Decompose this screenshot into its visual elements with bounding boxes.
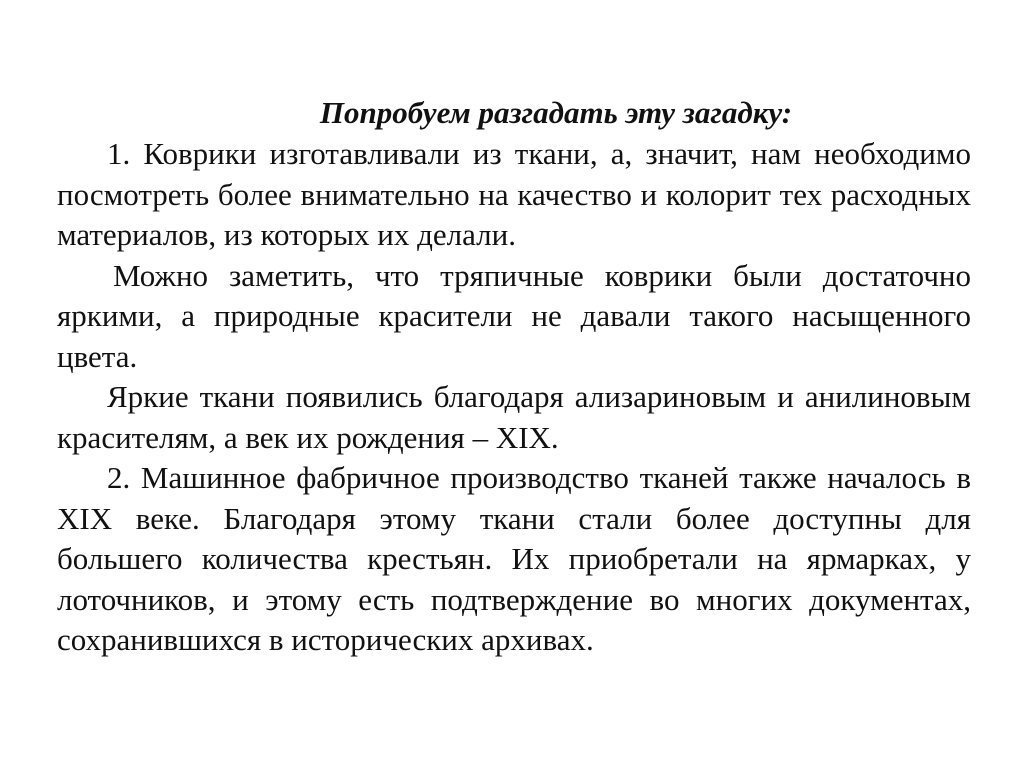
paragraph-4: 2. Машинное фабричное производство тканей также началось в XIX веке. Благодаря этому ткани стали более доступны для большего количества крестьян. Их приобретали на ярмарках, у лоточников, и этому есть подтверждение во многих документах, сохранившихся в исторических архивах.	[57, 460, 971, 657]
slide-text-block	[57, 92, 971, 661]
paragraph-3: Яркие ткани появились благодаря ализариновым и анилиновым красителям, а век их рождения – XIX.	[57, 379, 971, 455]
paragraph-2: Можно заметить, что тряпичные коврики были достаточно яркими, а природные красители не давали такого насыщенного цвета.	[57, 257, 971, 374]
slide-title: Попробуем разгадать эту загадку:	[319, 95, 793, 130]
paragraph-1: 1. Коврики изготавливали из ткани, а, значит, нам необходимо посмотреть более внимательно на качество и колорит тех расходных материалов, из которых их делали.	[57, 136, 971, 252]
